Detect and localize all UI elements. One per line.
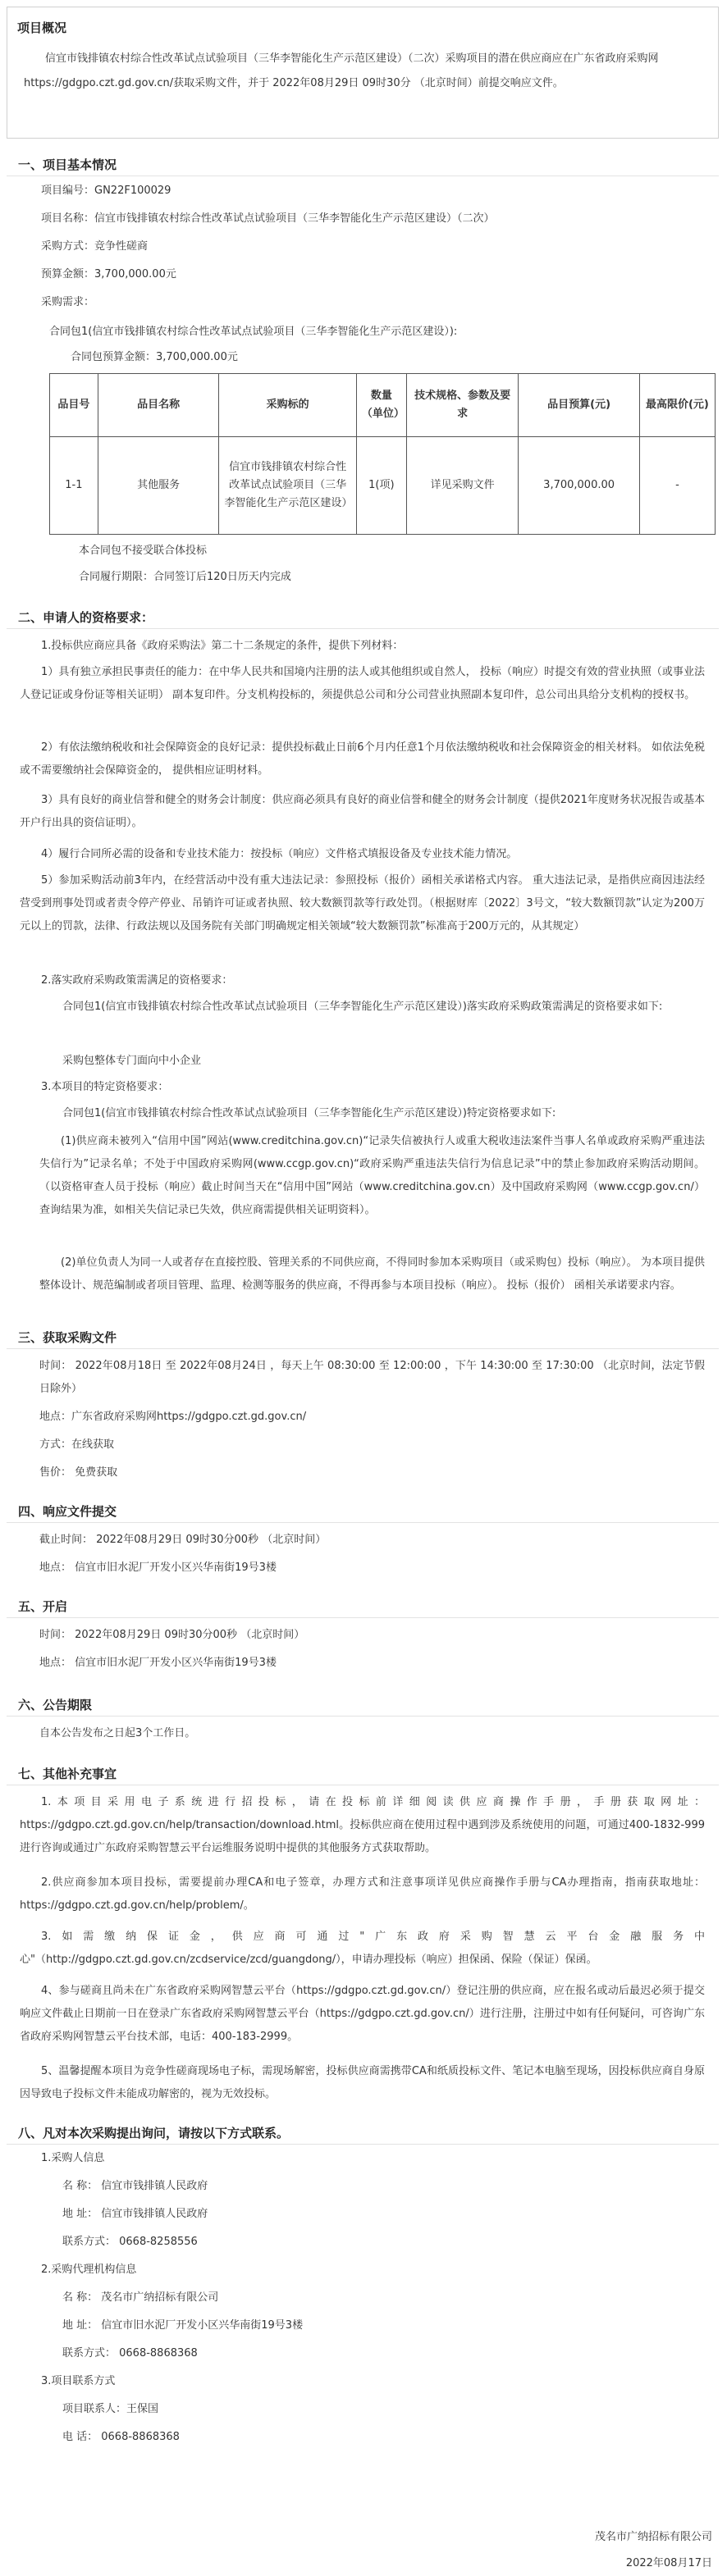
agency-name: 名 称： 茂名市广纳招标有限公司 (62, 2291, 219, 2304)
section-2-rule (7, 628, 719, 629)
opening-time: 时间： 2022年08月29日 09时30分00秒 （北京时间） (39, 1629, 305, 1641)
procurement-method: 采购方式：竞争性磋商 (41, 240, 149, 253)
opening-place: 地点： 信宜市旧水泥厂开发小区兴华南街19号3楼 (39, 1657, 277, 1669)
table-header-cell: 技术规格、参数及要求 (406, 374, 518, 437)
agency-info-title: 2.采购代理机构信息 (41, 2264, 137, 2276)
supplement-p3: 3.如需缴纳保证金，供应商可通过"广东政府采购智慧云平台金融服务中心"（http://gdgpo.czt.gd.gov.cn/zcdservice/zcd/guangdong/），申请办理投标（响应）担保函、保险（保证）保函。 (20, 1931, 705, 1966)
qualification-p10: 3.本项目的特定资格要求： (41, 1081, 169, 1093)
table-header-cell: 数量（单位） (356, 374, 406, 437)
obtain-place: 地点：广东省政府采购网https://gdgpo.czt.gd.gov.cn/ (39, 1411, 307, 1423)
table-cell: 3,700,000.00 (519, 437, 640, 535)
section-8-rule (7, 2144, 719, 2145)
supplement-p4: 4、参与磋商且尚未在广东省政府采购网智慧云平台（https://gdgpo.czt.gd.gov.cn/）登记注册的供应商，应在报名或动后最迟必须于提交响应文件截止日期前一日在登录广东省政府采购网智慧云平台（https://gdgpo.czt.gd.gov.cn/）进行注册，注册过中如有任何疑问，可咨询广东省政府采购网智慧云平台技术部，电话：400-183-2999。 (20, 1985, 705, 2043)
no-consortium-note: 本合同包不接受联合体投标 (79, 545, 208, 557)
budget-amount: 预算金额：3,700,000.00元 (41, 268, 176, 280)
supplement-p1: 1.本项目采用电子系统进行招投标，请在投标前详细阅读供应商操作手册，手册获取网址：https://gdgpo.czt.gd.gov.cn/help/transaction/download.html。投标供应商在使用过程中遇到涉及系统使用的问题，可通过400-1832-999进行咨询或通过广东政府采购智慧云平台运维服务说明中提供的其他服务方式获取帮助。 (20, 1796, 705, 1854)
section-6-title: 六、公告期限 (18, 1698, 93, 1712)
footer-date: 2022年08月17日 (625, 2557, 712, 2569)
section-7-title: 七、其他补充事宜 (18, 1767, 117, 1781)
table-header-cell: 采购标的 (219, 374, 357, 437)
table-cell: 详见采购文件 (406, 437, 518, 535)
section-2-title: 二、申请人的资格要求： (18, 610, 154, 625)
agency-phone: 联系方式： 0668-8868368 (62, 2347, 198, 2359)
supplement-p2: 2.供应商参加本项目投标，需要提前办理CA和电子签章，办理方式和注意事项详见供应商操作手册与CA办理指南，指南获取地址：https://gdgpo.czt.gd.gov.cn/help/problem/。 (20, 1876, 705, 1912)
table-header-row (50, 374, 716, 437)
overview-title: 项目概况 (17, 21, 67, 35)
table-header-cell: 品目号 (50, 374, 98, 437)
contract-period: 合同履行期限：合同签订后120日历天内完成 (79, 571, 291, 583)
qualification-p8: 合同包1(信宜市钱排镇农村综合性改革试点试验项目（三华李智能化生产示范区建设）)落实政府采购政策需满足的资格要求如下: (62, 1001, 663, 1013)
qualification-p9: 采购包整体专门面向中小企业 (62, 1055, 202, 1067)
submit-place: 地点： 信宜市旧水泥厂开发小区兴华南街19号3楼 (39, 1562, 277, 1574)
qualification-p11: 合同包1(信宜市钱排镇农村综合性改革试点试验项目（三华李智能化生产示范区建设）)特定资格要求如下: (62, 1107, 556, 1119)
section-5-title: 五、开启 (18, 1599, 68, 1614)
table-header-cell: 品目预算(元) (519, 374, 640, 437)
section-1-title: 一、项目基本情况 (18, 157, 117, 172)
items-table (49, 373, 716, 535)
project-name: 项目名称：信宜市钱排镇农村综合性改革试点试验项目（三华李智能化生产示范区建设）（二次） (41, 212, 495, 225)
qualification-p7: 2.落实政府采购政策需满足的资格要求： (41, 974, 233, 987)
qualification-p12: (1)供应商未被列入“信用中国”网站(www.creditchina.gov.cn)“记录失信被执行人或重大税收违法案件当事人名单或政府采购严重违法失信行为”记录名单；不处于中国政府采购网(www.ccgp.gov.cn)“政府采购严重违法失信行为信息记录”中的禁止参加政府采购活动期间。（以资格审查人员于投标（响应）截止时间当天在“信用中国”网站（www.creditchina.gov.cn）及中国政府采购网（www.ccgp.gov.cn/）查询结果为准，如相关失信记录已失效，供应商需提供相关证明资料）。 (39, 1135, 705, 1216)
qualification-p13: (2)单位负责人为同一人或者存在直接控股、管理关系的不同供应商，不得同时参加本采购项目（或采购包）投标（响应）。 为本项目提供整体设计、规范编制或者项目管理、监理、检测等服务的供应商，不得再参与本项目投标（响应）。 投标（报价） 函相关承诺要求内容。 (39, 1256, 705, 1292)
obtain-way: 方式：在线获取 (39, 1438, 115, 1451)
table-cell: 1(项) (356, 437, 406, 535)
section-4-title: 四、响应文件提交 (18, 1504, 117, 1519)
submit-deadline: 截止时间： 2022年08月29日 09时30分00秒 （北京时间） (39, 1534, 327, 1546)
footer-organization: 茂名市广纳招标有限公司 (594, 2531, 712, 2543)
qualification-p2: 1）具有独立承担民事责任的能力：在中华人民共和国境内注册的法人或其他组织或自然人， 投标（响应）时提交有效的营业执照（或事业法人登记证或身份证等相关证明） 副本复印件。分支机构投标的，须提供总公司和分公司营业执照副本复印件，总公司出具给分支机构的授权书。 (20, 666, 705, 701)
agency-address: 地 址： 信宜市旧水泥厂开发小区兴华南街19号3楼 (62, 2319, 304, 2332)
qualification-p6: 5）参加采购活动前3年内，在经营活动中没有重大违法记录：参照投标（报价）函相关承诺格式内容。 重大违法记录，是指供应商因违法经营受到刑事处罚或者责令停产停业、吊销许可证或者执照、较大数额罚款等行政处罚。（根据财库〔2022〕3号文，“较大数额罚款”认定为200万元以上的罚款，法律、行政法规以及国务院有关部门明确规定相关领域“较大数额罚款”标准高于200万元的，从其规定） (20, 874, 705, 932)
qualification-p4: 3）具有良好的商业信誉和健全的财务会计制度：供应商必须具有良好的商业信誉和健全的财务会计制度（提供2021年度财务状况报告或基本开户行出具的资信证明）。 (20, 794, 705, 829)
table-header-cell: 最高限价(元) (639, 374, 715, 437)
section-8-title: 八、凡对本次采购提出询问，请按以下方式联系。 (18, 2126, 290, 2141)
overview-text: 信宜市钱排镇农村综合性改革试点试验项目（三华李智能化生产示范区建设）（二次）采购项目的潜在供应商应在广东省政府采购网https://gdgpo.czt.gd.gov.cn/获取采购文件，并于 2022年08月29日 09时30分 （北京时间）前提交响应文件。 (24, 52, 659, 89)
purchaser-phone: 联系方式： 0668-8258556 (62, 2236, 198, 2248)
section-5-rule (7, 1617, 719, 1618)
package-budget: 合同包预算金额：3,700,000.00元 (71, 351, 238, 363)
obtain-time: 时间： 2022年08月18日 至 2022年08月24日 ，每天上午 08:30:00 至 12:00:00 ，下午 14:30:00 至 17:30:00 （北京时间，法定节假日除外） (39, 1360, 705, 1395)
project-contact-phone: 电 话： 0668-8868368 (62, 2431, 180, 2443)
table-cell: - (639, 437, 715, 535)
project-contact-person: 项目联系人：王保国 (62, 2403, 159, 2415)
section-6-rule (7, 1716, 719, 1717)
project-contact-title: 3.项目联系方式 (41, 2375, 116, 2387)
table-cell: 其他服务 (98, 437, 219, 535)
table-row (50, 437, 716, 535)
section-3-title: 三、获取采购文件 (18, 1330, 117, 1345)
project-number: 项目编号：GN22F100029 (41, 185, 171, 197)
supplement-p5: 5、温馨提醒本项目为竞争性磋商现场电子标，需现场解密，投标供应商需携带CA和纸质投标文件、笔记本电脑至现场，因投标供应商自身原因导致电子投标文件未能成功解密的，视为无效投标。 (20, 2065, 705, 2100)
qualification-p5: 4）履行合同所必需的设备和专业技术能力：按投标（响应）文件格式填报设备及专业技术能力情况。 (41, 848, 518, 860)
overview-box (7, 7, 719, 139)
qualification-p1: 1.投标供应商应具备《政府采购法》第二十二条规定的条件，提供下列材料： (41, 640, 404, 652)
purchaser-info-title: 1.采购人信息 (41, 2152, 105, 2164)
table-cell: 1-1 (50, 437, 98, 535)
package-title: 合同包1(信宜市钱排镇农村综合性改革试点试验项目（三华李智能化生产示范区建设）): (49, 326, 458, 338)
table-header-cell: 品目名称 (98, 374, 219, 437)
purchaser-name: 名 称： 信宜市钱排镇人民政府 (62, 2180, 208, 2192)
section-4-rule (7, 1522, 719, 1523)
obtain-price: 售价： 免费获取 (39, 1466, 118, 1479)
table-cell: 信宜市钱排镇农村综合性改革试点试验项目（三华李智能化生产示范区建设） (219, 437, 357, 535)
purchaser-address: 地 址： 信宜市钱排镇人民政府 (62, 2208, 208, 2220)
notice-period: 自本公告发布之日起3个工作日。 (39, 1727, 196, 1739)
qualification-p3: 2）有依法缴纳税收和社会保障资金的良好记录：提供投标截止日前6个月内任意1个月依法缴纳税收和社会保障资金的相关材料。 如依法免税或不需要缴纳社会保障资金的， 提供相应证明材料。 (20, 741, 705, 777)
procurement-demand: 采购需求： (41, 296, 95, 308)
section-3-rule (7, 1348, 719, 1349)
